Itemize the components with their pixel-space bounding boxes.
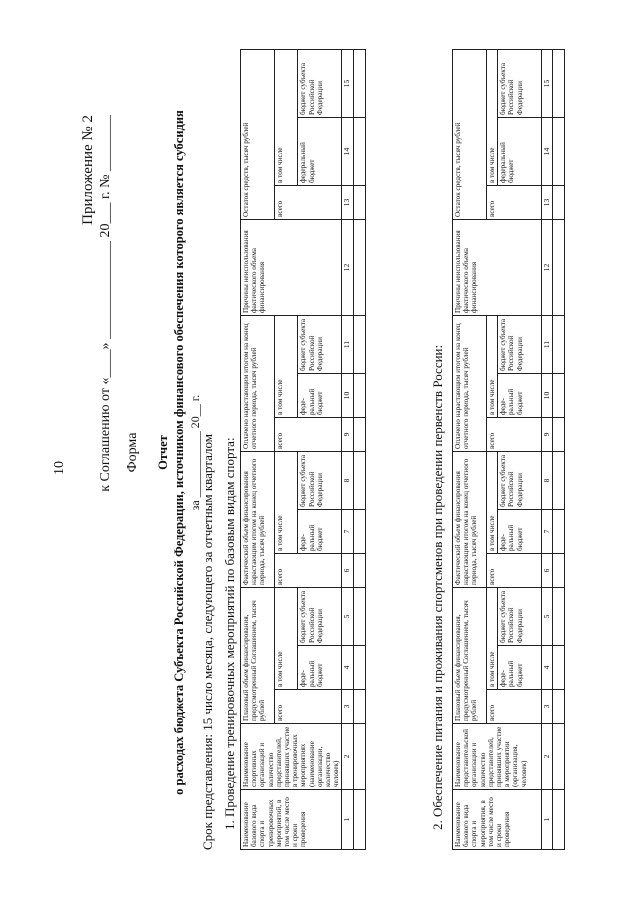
column-number: 5 bbox=[342, 588, 353, 646]
table-cell[interactable] bbox=[353, 451, 365, 509]
header-reasons: Причины неиспользования фактического объема финансирования bbox=[453, 219, 542, 315]
table-cell[interactable] bbox=[353, 417, 365, 451]
form-label: Форма bbox=[125, 432, 140, 473]
header-reasons: Причины неиспользования фактического объема финансирования bbox=[241, 219, 342, 315]
column-number: 7 bbox=[342, 510, 353, 554]
column-number: 7 bbox=[542, 510, 553, 554]
page-number: 10 bbox=[52, 461, 67, 475]
header-federal-budget: феде-ральный бюджет bbox=[498, 646, 542, 690]
column-number: 15 bbox=[542, 49, 553, 117]
report-title-line2: о расходах бюджета Субъекта Российской Федерации, источником финансового обеспечения которого является субсидия bbox=[172, 110, 186, 795]
column-number: 4 bbox=[542, 646, 553, 690]
table-row bbox=[553, 49, 565, 849]
column-number: 12 bbox=[542, 219, 553, 315]
header-including: в том числе bbox=[487, 49, 498, 185]
table-cell[interactable] bbox=[553, 373, 565, 417]
column-number: 1 bbox=[342, 790, 353, 850]
table-cell[interactable] bbox=[553, 646, 565, 690]
appendix-title: Приложение № 2 bbox=[80, 115, 96, 225]
column-number: 6 bbox=[542, 554, 553, 588]
header-including: в том числе bbox=[275, 451, 298, 553]
header-planned-funding: Плановый объем финансирования, предусмотренный Соглашением, тысяч рублей bbox=[241, 588, 275, 724]
table-cell[interactable] bbox=[353, 646, 365, 690]
header-subject-budget: бюджет субъекта Российской Федерации bbox=[498, 588, 542, 646]
report-title bbox=[155, 0, 203, 905]
column-number: 2 bbox=[542, 724, 553, 790]
header-sport-event: Наименование базового вида спорта и тренировочных мероприятий, в том числе место и сроки проведения bbox=[241, 790, 342, 850]
column-number: 15 bbox=[342, 49, 353, 117]
header-federal-budget: феде-ральный бюджет bbox=[498, 510, 542, 554]
table-meals-accommodation bbox=[452, 49, 565, 850]
header-federal-budget: феде-ральный бюджет bbox=[298, 373, 342, 417]
column-number: 11 bbox=[342, 315, 353, 373]
header-subject-budget: бюджет субъекта Российской Федерации bbox=[498, 451, 542, 509]
table-cell[interactable] bbox=[553, 690, 565, 724]
column-number: 14 bbox=[342, 117, 353, 185]
column-number: 10 bbox=[342, 373, 353, 417]
column-number: 10 bbox=[542, 373, 553, 417]
header-federal-budget: федеральный бюджет bbox=[498, 117, 542, 185]
table-cell[interactable] bbox=[353, 790, 365, 850]
table-row bbox=[353, 49, 365, 849]
table-cell[interactable] bbox=[353, 219, 365, 315]
header-subject-budget: бюджет субъекта Российской Федерации bbox=[498, 315, 542, 373]
table-cell[interactable] bbox=[353, 373, 365, 417]
column-number: 2 bbox=[342, 724, 353, 790]
column-number: 9 bbox=[342, 417, 353, 451]
table-cell[interactable] bbox=[553, 49, 565, 117]
header-subject-budget: бюджет субъекта Российской Федерации bbox=[298, 315, 342, 373]
header-including: в том числе bbox=[275, 588, 298, 690]
header-sport-event: Наименование базового вида спорта и мероприятия, в том числе место и сроки проведения bbox=[453, 790, 542, 850]
column-number: 4 bbox=[342, 646, 353, 690]
table-cell[interactable] bbox=[353, 49, 365, 117]
table-cell[interactable] bbox=[353, 117, 365, 185]
column-number: 11 bbox=[542, 315, 553, 373]
header-total: всего bbox=[275, 185, 342, 219]
column-number: 13 bbox=[542, 185, 553, 219]
header-paid: Оплачено нарастающим итогом на конец отчетного периода, тысяч рублей bbox=[453, 315, 487, 451]
column-number: 1 bbox=[542, 790, 553, 850]
table-cell[interactable] bbox=[353, 510, 365, 554]
header-including: в том числе bbox=[487, 451, 498, 553]
header-including: в том числе bbox=[275, 315, 298, 417]
header-planned-funding: Плановый объем финансирования, предусмотренный Соглашением, тысяч рублей bbox=[453, 588, 487, 724]
table-cell[interactable] bbox=[353, 185, 365, 219]
header-balance: Остаток средств, тысяч рублей bbox=[453, 49, 487, 219]
table-training-events bbox=[240, 49, 366, 850]
column-number: 12 bbox=[342, 219, 353, 315]
appendix-header bbox=[80, 115, 114, 492]
header-organizations: Наименование спортивных организаций и количество представителей, принявших участие в тренировочных мероприятиях (наименование организации, количество человек) bbox=[241, 724, 342, 790]
table-cell[interactable] bbox=[553, 219, 565, 315]
column-number: 13 bbox=[342, 185, 353, 219]
table-cell[interactable] bbox=[553, 724, 565, 790]
header-including: в том числе bbox=[275, 49, 298, 185]
header-federal-budget: феде-ральный бюджет bbox=[298, 510, 342, 554]
appendix-agreement: к Соглашению от «____» ______________ 20___ г. № ________ bbox=[98, 115, 113, 492]
header-subject-budget: бюджет субъекта Российской Федерации bbox=[298, 588, 342, 646]
header-total: всего bbox=[487, 185, 542, 219]
section-1-heading: 1. Проведение тренировочных мероприятий по базовым видам спорта: bbox=[222, 437, 237, 830]
table-cell[interactable] bbox=[553, 510, 565, 554]
header-subject-budget: бюджет субъекта Российской Федерации bbox=[498, 49, 542, 117]
table-cell[interactable] bbox=[353, 724, 365, 790]
header-federal-budget: федеральный бюджет bbox=[298, 117, 342, 185]
header-federal-budget: феде-ральный бюджет bbox=[498, 373, 542, 417]
header-including: в том числе bbox=[487, 315, 498, 417]
table-cell[interactable] bbox=[553, 554, 565, 588]
table-cell[interactable] bbox=[553, 417, 565, 451]
header-balance: Остаток средств, тысяч рублей bbox=[241, 49, 275, 219]
table-cell[interactable] bbox=[553, 451, 565, 509]
submission-deadline: Срок представления: 15 число месяца, следующего за отчетным кварталом bbox=[200, 434, 215, 850]
table-cell[interactable] bbox=[553, 790, 565, 850]
header-total: всего bbox=[275, 690, 342, 724]
column-number: 8 bbox=[342, 451, 353, 509]
column-number: 8 bbox=[542, 451, 553, 509]
table-cell[interactable] bbox=[553, 117, 565, 185]
column-number: 5 bbox=[542, 588, 553, 646]
column-number: 14 bbox=[542, 117, 553, 185]
header-federal-budget: феде-ральный бюджет bbox=[298, 646, 342, 690]
header-total: всего bbox=[275, 417, 342, 451]
report-title-line1: Отчет bbox=[156, 435, 170, 470]
report-period: за ___________ 20__ г. bbox=[188, 394, 202, 511]
header-total: всего bbox=[487, 417, 542, 451]
table-cell[interactable] bbox=[353, 690, 365, 724]
column-number: 6 bbox=[342, 554, 353, 588]
header-paid: Оплачено нарастающим итогом на конец отчетного периода, тысяч рублей bbox=[241, 315, 275, 451]
table-cell[interactable] bbox=[353, 588, 365, 646]
column-number: 9 bbox=[542, 417, 553, 451]
section-2-heading: 2. Обеспечение питания и проживания спортсменов при проведении первенств России: bbox=[430, 344, 445, 830]
table-cell[interactable] bbox=[553, 185, 565, 219]
table-cell[interactable] bbox=[353, 315, 365, 373]
header-total: всего bbox=[487, 554, 542, 588]
column-number: 3 bbox=[542, 690, 553, 724]
table-cell[interactable] bbox=[553, 315, 565, 373]
header-actual-funding: Фактический объем финансирования нарастающим итогом на конец отчетного периода, тысяч рублей bbox=[453, 451, 487, 587]
table-cell[interactable] bbox=[553, 588, 565, 646]
column-number: 3 bbox=[342, 690, 353, 724]
header-actual-funding: Фактический объем финансирования нарастающим итогом на конец отчетного периода, тысяч рублей bbox=[241, 451, 275, 587]
header-subject-budget: бюджет субъекта Российской Федерации bbox=[298, 451, 342, 509]
header-organizations: Наименование представительской организации и количество представителей, принявших участие в мероприятии (организация, человек) bbox=[453, 724, 542, 790]
header-subject-budget: бюджет субъекта Российской Федерации bbox=[298, 49, 342, 117]
header-total: всего bbox=[487, 690, 542, 724]
header-including: в том числе bbox=[487, 588, 498, 690]
header-total: всего bbox=[275, 554, 342, 588]
table-cell[interactable] bbox=[353, 554, 365, 588]
